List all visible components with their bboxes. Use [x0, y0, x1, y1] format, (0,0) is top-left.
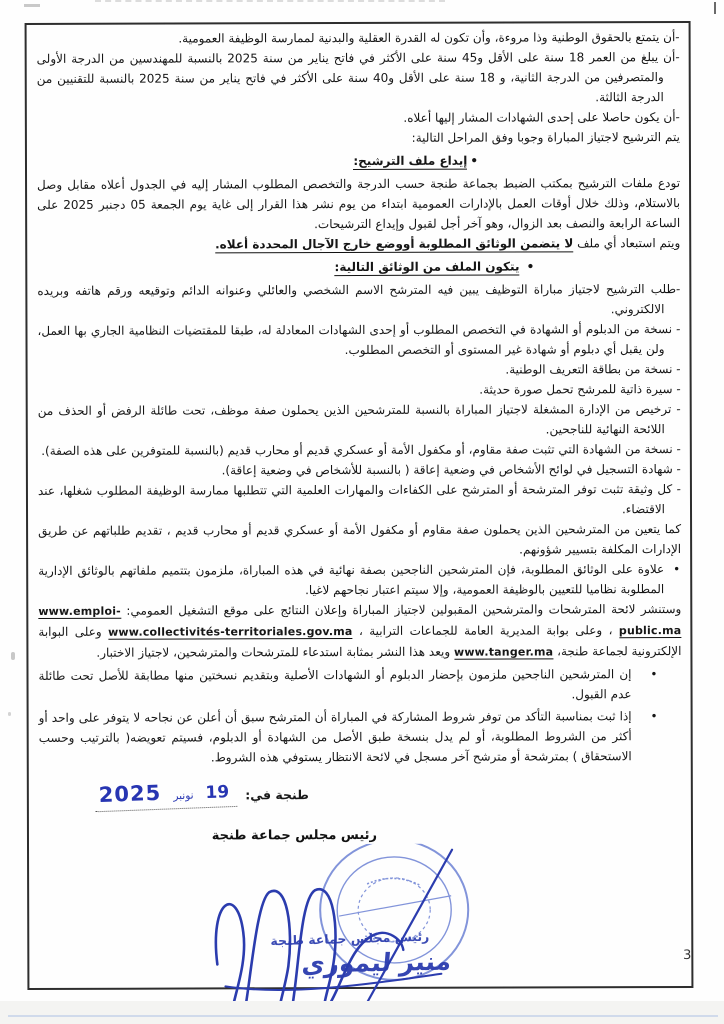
deposit-paragraph: تودع ملفات الترشيح بمكتب الضبط بجماعة طنجة حسب الدرجة والتخصص المطلوب المشار إليه في الجدول أعلاه مقابل وصل بالاستلام، وذلك خلال أوقات العمل بالإدارات العمومية ابتداء من يوم نشر هذا القرار إلى غاية يوم الجمعة 05 دجنبر 2025 على الساعة الرابعة والنصف بعد الزوال، وهو آخر أجل لقبول وإيداع الترشيحات.: [37, 176, 681, 232]
collectivites-territoriales-url: www.collectivités-territoriales.gov.ma: [108, 625, 353, 639]
document-item: - شهادة التسجيل في لوائح الأشخاص في وضعية إعاقة ( بالنسبة للأشخاص في وضعية إعاقة).: [221, 462, 681, 478]
document-item: - نسخة من بطاقة التعريف الوطنية.: [505, 362, 681, 377]
date-stamp-year: 2025: [98, 780, 162, 808]
section-heading-deposit: [37, 151, 478, 172]
section-heading-deposit-label: إيداع ملف الترشيح:: [353, 153, 468, 169]
procedure-intro: يتم الترشيح لاجتياز المباراة وجوبا وفق المراحل التالية:: [411, 130, 680, 145]
bullet-icon: •: [650, 709, 658, 724]
scan-artifact-bottom-strip: [0, 1001, 724, 1024]
section-heading-documents-label: يتكون الملف من الوثائق التالية:: [334, 259, 520, 275]
replacement-notice: [39, 706, 682, 768]
signature-block: [39, 849, 683, 1024]
scan-artifact-speck: [11, 652, 15, 660]
publication-paragraph: [38, 599, 681, 664]
emploi-public-url: www.emploi-public.ma: [38, 604, 682, 638]
publication-text: وعلى البوابة الإلكترونية لجماعة طنجة،: [38, 624, 682, 659]
scan-artifact-top-dashes: [95, 0, 445, 2]
final-docs-notice-text: علاوة على الوثائق المطلوبة، فإن المترشحين الناجحين بصفة نهائية في هذه المباراة، ملزمون بتتميم ملفاتهم بالوثائق الإدارية المطلوبة نظاميا للتعيين بالوظيفة العمومية، وإلا سيتم اعتبار نجاحهم لاغيا.: [38, 562, 665, 598]
page-number: 3: [683, 948, 692, 964]
date-line: [95, 782, 309, 810]
document-item: -طلب الترشيح لاجتياز مباراة التوظيف يبين فيه المترشح الاسم الشخصي والعائلي وعنوانه الدائم وتوقيعه ورقم هاتفه وبريده الالكتروني.: [37, 282, 681, 317]
date-stamp: [94, 780, 237, 812]
condition-item: -أن يتمتع بالحقوق الوطنية وذا مروءة، وأن تكون له القدرة العقلية والبدنية لممارسة الوظيفة العمومية.: [178, 30, 680, 46]
bullet-icon: •: [650, 667, 658, 682]
document-item: - نسخة من الشهادة التي تثبت صفة مقاوم، أو مكفول الأمة أو عسكري قديم أو محارب قديم (بالنسبة للمتوفرين على هذه الصفة).: [41, 442, 681, 458]
publication-text: وستنشر لائحة المترشحات والمترشحين المقبولين لاجتياز المباراة وإعلان النتائج على موقع التشغيل العمومي:: [120, 602, 682, 618]
bullet-icon: •: [470, 153, 478, 168]
document-item: - سيرة ذاتية للمرشح تحمل صورة حديثة.: [479, 382, 681, 397]
final-docs-notice: [38, 559, 681, 601]
document-item: - نسخة من الدبلوم أو الشهادة في التخصص المطلوب أو إحدى الشهادات المعادلة له، طبقا للمقتضيات النظامية الجاري بها العمل، ولن يقبل أي دبلوم أو شهادة غير المستوى أو التخصص المطلوب.: [37, 322, 681, 358]
originals-notice: [38, 664, 681, 706]
page-border-frame: [25, 21, 694, 990]
publication-text: ، وعلى بوابة المديرية العامة للجماعات الترابية ،: [352, 623, 619, 639]
date-stamp-month: نونبر: [173, 789, 194, 803]
scan-artifact-mark: [24, 4, 40, 7]
signer-title: رئيس مجلس جماعة طنجة: [211, 827, 378, 844]
scan-artifact-speck: [8, 712, 11, 716]
condition-item: -أن يكون حاصلا على إحدى الشهادات المشار إليها أعلاه.: [403, 110, 680, 125]
exclusion-line: [37, 233, 680, 255]
tanger-url: www.tanger.ma: [453, 645, 554, 659]
originals-notice-text: إن المترشحين الناجحين ملزمون بإحضار الدبلوم أو الشهادات الأصلية وبتقديم نسختين منها مطابقة للأصل تحت طائلة عدم القبول.: [38, 667, 632, 702]
condition-item: -أن يبلغ من العمر 18 سنة على الأقل و45 سنة على الأكثر في فاتح يناير من سنة 2025 بالنسبة للمهندسين من الدرجة الأولى والمتصرفين من الدرجة الثانية، و 18 سنة على الأقل و40 سنة على الأكثر في فاتح يناير من سنة 2025 بالنسبة للتقنيين من الدرجة الثالثة.: [36, 50, 680, 105]
document-item: - ترخيص من الإدارة المشغلة لاجتياز المباراة بالنسبة للمترشحين الذين يحملون صفة موظف، تحت طائلة الرفض أو الحذف من اللائحة النهائية للناجحين.: [37, 402, 681, 437]
signature-name: منير ليموري: [300, 946, 453, 979]
scan-artifact-corner-dash: [714, 2, 716, 14]
document-body: [27, 23, 692, 988]
section-heading-documents: [37, 256, 534, 277]
bullet-icon: •: [526, 259, 535, 274]
replacement-notice-text: إذا ثبت بمناسبة التأكد من توفر شروط المشاركة في المباراة أن المترشح سبق أن أعلن عن نجاحه لا يتوفر على واحد أو أكثر من الشروط المطلوبة، أو لم يدل بنسخة طبق الأصل من الشهادة أو الدبلوم، فسيتم تعويضه( بالترتيب وحسب الاستحقاق ) بمترشحة أو مترشح آخر مسجل في لائحة الانتظار يستوفي هذه الشروط.: [38, 709, 632, 765]
date-stamp-day: 19: [205, 782, 230, 804]
bullet-icon: •: [673, 562, 681, 577]
document-item: - كل وثيقة تثبت توفر المترشحة أو المترشح على الكفاءات والمهارات العلمية التي تتطلبها ممارسة الوظيفة المطلوب شغلها، عند الاقتضاء.: [37, 482, 681, 517]
stamp-title-text: رئيس مجلس جماعة طنجة: [270, 928, 430, 949]
place-label: طنجة في:: [245, 787, 309, 803]
publication-text: ويعد هذا النشر بمثابة استدعاء للمترشحات والمترشحين، لاجتياز الاختبار.: [96, 644, 454, 660]
exclusion-emphasis: لا يتضمن الوثائق المطلوبة أووضع خارج الآجال المحددة أعلاه.: [215, 236, 574, 252]
veterans-note: كما يتعين من المترشحين الذين يحملون صفة مقاوم أو مكفول الأمة أو عسكري قديم أو محارب قديم ، تقديم طلباتهم عن طريق الإدارات المكلفة بتسيير شؤونهم.: [38, 522, 682, 557]
scan-artifact-blue-line: [8, 1015, 718, 1017]
exclusion-prefix: ويتم استبعاد أي ملف: [573, 236, 681, 251]
